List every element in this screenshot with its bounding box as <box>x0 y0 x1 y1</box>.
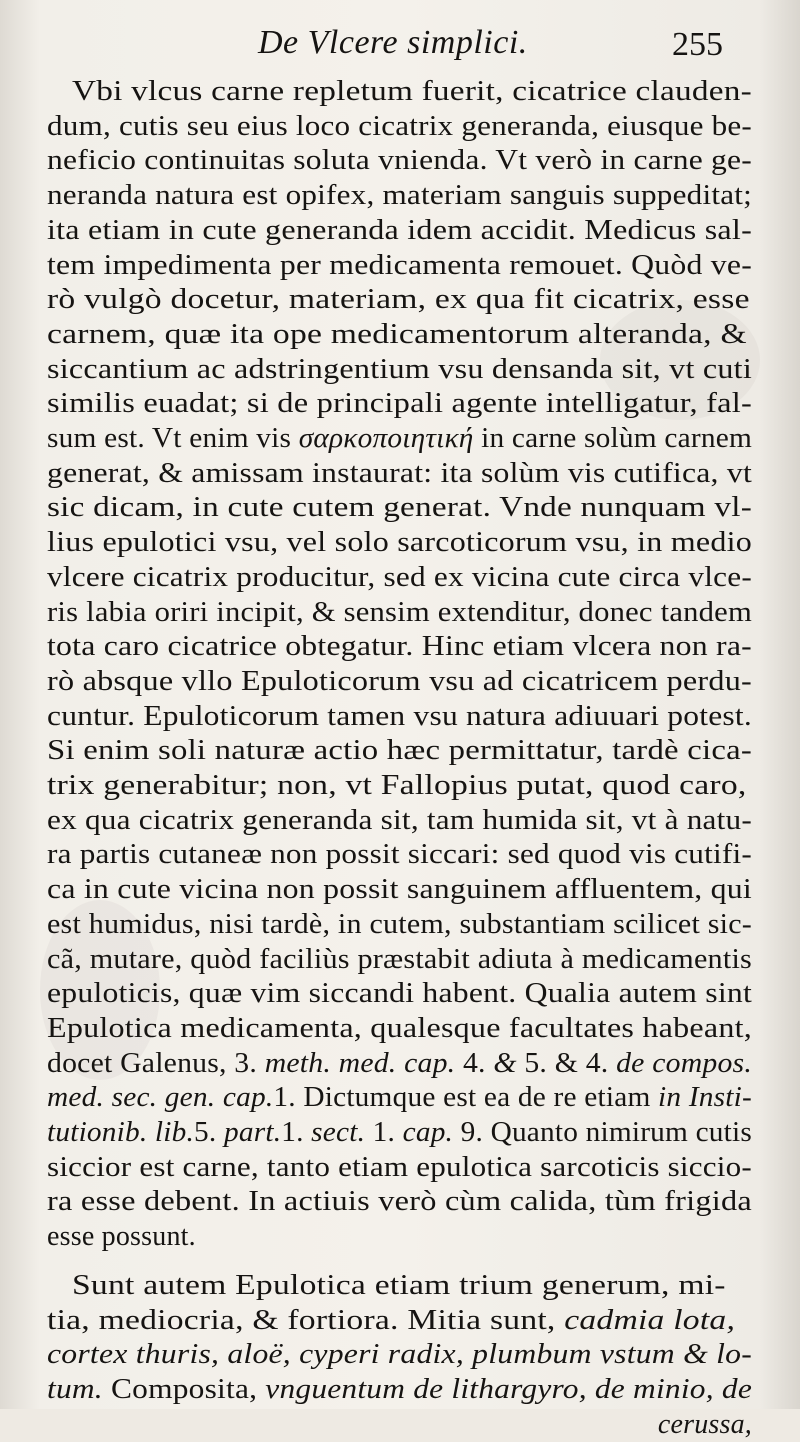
text-run: lius epulotici vsu, vel solo sarcoticorum vsu, in medio <box>47 527 752 559</box>
text-run: 5. & 4. <box>516 1047 617 1079</box>
text-run: generat, & amissam instaurat: ita solùm vis cutifica, vt <box>47 457 752 489</box>
italic-text: meth. med. cap. <box>264 1047 456 1079</box>
text-run: rò absque vllo Epuloticorum vsu ad cicatricem perdu- <box>47 665 752 697</box>
text-line <box>47 422 752 456</box>
text-run: ita etiam in cute generanda idem accidit. Medicus sal- <box>47 214 752 246</box>
text-line <box>47 908 752 942</box>
text-line <box>47 249 752 283</box>
text-run: vlcere cicatrix producitur, sed ex vicina cute circa vlce- <box>47 561 752 593</box>
text-line <box>47 943 752 977</box>
text-run: similis euadat; si de principali agente intelligatur, fal- <box>47 388 752 420</box>
text-line <box>47 457 752 491</box>
italic-text: tutionib. lib. <box>47 1117 195 1148</box>
text-line <box>47 1220 196 1254</box>
text-line <box>47 179 752 213</box>
text-line <box>47 353 752 387</box>
text-run: 1. <box>365 1117 403 1148</box>
text-line <box>47 1185 752 1219</box>
italic-text: σαρκοποιητική <box>298 423 474 454</box>
text-line <box>47 387 752 421</box>
text-line <box>47 491 752 525</box>
text-line <box>47 769 747 803</box>
text-run: tia, mediocria, & fortiora. Mitia sunt, <box>47 1304 565 1336</box>
text-line <box>47 596 752 630</box>
text-line <box>47 1116 752 1150</box>
text-line <box>47 1012 752 1046</box>
text-line <box>658 1408 752 1442</box>
text-line <box>47 1338 752 1372</box>
text-run: siccior est carne, tanto etiam epulotica sarcoticis siccio- <box>47 1151 752 1183</box>
text-line <box>47 1373 752 1407</box>
text-run: Vbi vlcus carne repletum fuerit, cicatrice clauden- <box>72 76 752 107</box>
text-line <box>47 214 752 248</box>
italic-text: sect. <box>311 1117 366 1148</box>
text-run: ra esse debent. In actiuis verò cùm calida, tùm frigida <box>47 1186 752 1218</box>
text-run: in carne solùm carnem <box>473 423 752 454</box>
text-run: 1. Dictumque est ea de re etiam <box>273 1082 659 1114</box>
text-run: 5. <box>194 1117 224 1148</box>
text-line <box>47 873 752 907</box>
italic-text: de compos. <box>616 1047 752 1079</box>
text-run: Epulotica medicamenta, qualesque facultates habeant, <box>47 1012 752 1044</box>
text-line <box>47 318 747 352</box>
text-line <box>47 734 752 768</box>
text-run: carnem, quæ ita ope medicamentorum alteranda, & <box>47 318 747 350</box>
text-run: esse possunt. <box>47 1221 196 1253</box>
text-run: cuntur. Epuloticorum tamen vsu natura adiuuari potest. <box>47 700 752 732</box>
text-run: ra partis cutaneæ non possit siccari: sed quod vis cutifi- <box>47 839 752 871</box>
italic-text: tum. <box>47 1373 103 1405</box>
text-run: Sunt autem Epulotica etiam trium generum, mi- <box>72 1269 726 1301</box>
text-line <box>47 700 752 734</box>
page-number: 255 <box>672 26 723 63</box>
text-run: Composita, <box>102 1373 266 1405</box>
text-run: sum est. Vt enim vis <box>47 423 299 454</box>
text-run: 4. <box>455 1047 494 1079</box>
text-run: trix generabitur; non, vt Fallopius putat, quod caro, <box>47 770 747 801</box>
text-run: epuloticis, quæ vim siccandi habent. Qualia autem sint <box>47 978 752 1010</box>
text-run: neranda natura est opifex, materiam sanguis suppeditat; <box>47 180 752 212</box>
text-run: est humidus, nisi tardè, in cutem, substantiam scilicet sic- <box>47 908 752 940</box>
text-line <box>47 977 752 1011</box>
italic-text: cortex thuris, aloë, cyperi radix, plumbum vstum & lo- <box>47 1339 752 1371</box>
text-run: tota caro cicatrice obtegatur. Hinc etiam vlcera non ra- <box>47 631 752 663</box>
text-line <box>47 804 752 838</box>
text-run: tem impedimenta per medicamenta remouet. Quòd ve- <box>47 249 752 281</box>
text-line <box>47 1081 752 1115</box>
italic-text: cap. <box>402 1117 454 1148</box>
text-run: docet Galenus, 3. <box>47 1047 265 1079</box>
text-line <box>47 838 752 872</box>
text-run: dum, cutis seu eius loco cicatrix generanda, eiusque be- <box>47 110 752 142</box>
italic-text: cadmia lota, <box>564 1304 736 1336</box>
text-line <box>72 75 752 109</box>
text-run: 1. <box>281 1117 312 1148</box>
italic-text: med. sec. gen. cap. <box>47 1082 274 1114</box>
italic-text: cerussa, <box>657 1408 752 1440</box>
text-run: rò vulgò docetur, materiam, ex qua fit cicatrix, esse <box>47 284 750 316</box>
italic-text: vnguentum de lithargyro, de minio, de <box>265 1373 753 1405</box>
text-run: cã, mutare, quòd faciliùs præstabit adiuta à medicamentis <box>47 943 752 975</box>
text-line <box>47 1151 752 1185</box>
text-line <box>47 630 752 664</box>
text-run: neficio continuitas soluta vnienda. Vt verò in carne ge- <box>47 145 752 177</box>
text-run: siccantium ac adstringentium vsu densanda sit, vt cuti <box>47 353 752 385</box>
text-line <box>72 1269 726 1303</box>
text-line <box>47 561 752 595</box>
text-line <box>47 1047 752 1081</box>
italic-text: part. <box>223 1117 282 1148</box>
text-run: 9. Quanto nimirum cutis <box>453 1117 752 1148</box>
text-line <box>47 283 750 317</box>
text-run: Si enim soli naturæ actio hæc permittatur, tardè cica- <box>47 735 752 767</box>
text-line <box>47 665 752 699</box>
running-head: De Vlcere simplici. <box>258 24 528 61</box>
italic-text: & <box>493 1047 517 1079</box>
text-run: ca in cute vicina non possit sanguinem affluentem, qui <box>47 874 752 906</box>
text-run: sic dicam, in cute cutem generat. Vnde nunquam vl- <box>47 492 752 524</box>
text-line <box>47 526 752 560</box>
text-run: ex qua cicatrix generanda sit, tam humida sit, vt à natu- <box>47 804 752 836</box>
text-line <box>47 1304 735 1338</box>
text-line <box>47 144 752 178</box>
italic-text: in Insti- <box>658 1082 752 1114</box>
text-line <box>47 110 752 144</box>
page-header <box>0 20 800 68</box>
text-run: ris labia oriri incipit, & sensim extenditur, donec tandem <box>47 596 752 628</box>
